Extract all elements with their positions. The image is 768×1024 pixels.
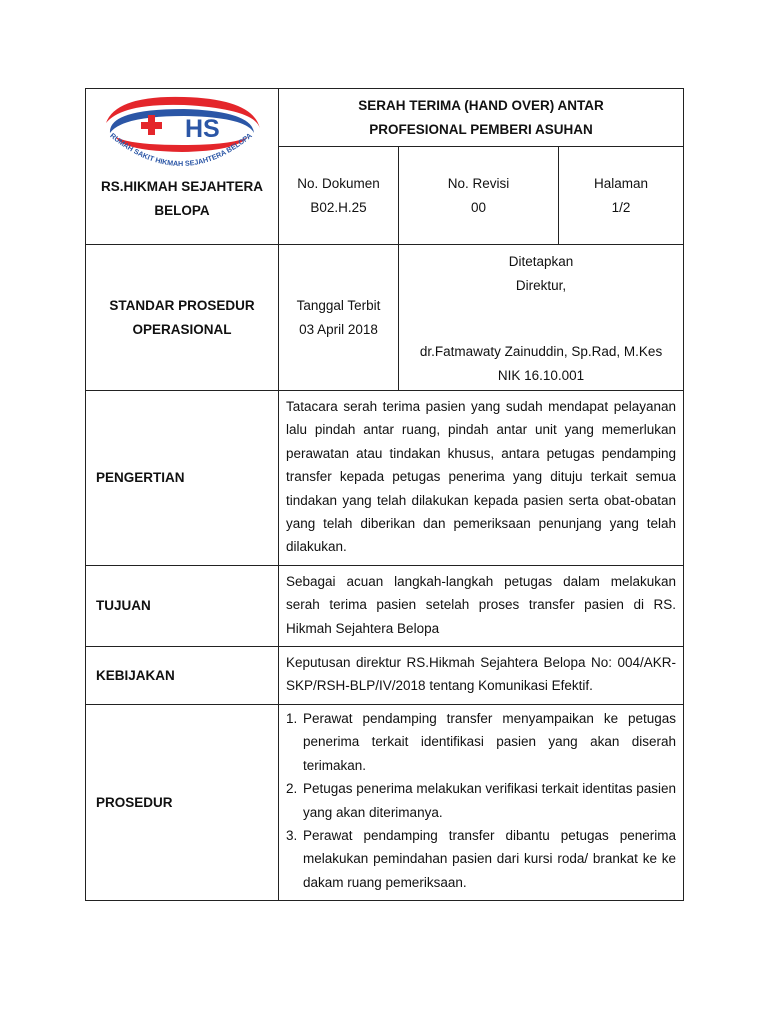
kebijakan-label: KEBIJAKAN: [86, 647, 279, 705]
kebijakan-text: Keputusan direktur RS.Hikmah Sejahtera Belopa No: 004/AKR-SKP/RSH-BLP/IV/2018 tentang Komunikasi Efektif.: [279, 647, 684, 705]
prosedur-label: PROSEDUR: [86, 704, 279, 900]
logo-arc-text: RUMAH SAKIT HIKMAH SEJAHTERA BELOPA: [108, 130, 254, 169]
prosedur-step-text: Perawat pendamping transfer menyampaikan ke petugas penerima terkait identifikasi pasien yang akan diserah terimakan.: [303, 710, 677, 773]
logo-mark: HS: [185, 115, 220, 143]
revision-cell: [399, 147, 559, 245]
issue-date-value: 03 April 2018: [299, 321, 378, 337]
page-label: Halaman: [594, 175, 649, 191]
revision-value: 00: [470, 199, 487, 215]
prosedur-step: [286, 707, 676, 777]
approval-cell: [399, 245, 684, 391]
pengertian-text: Tatacara serah terima pasien yang sudah mendapat pelayanan lalu pindah antar ruang, pindah antar unit yang memerlukan perawatan atau tindakan khusus, antara petugas pendamping transfer kepada petugas penerima yang dituju terkait semua tindakan yang telah dilakukan kepada pasien serta obat-obatan yang telah diberikan dan pemeriksaan penunjang yang telah dilakukan.: [279, 391, 684, 566]
approved-label: Ditetapkan: [508, 254, 574, 269]
pengertian-label: PENGERTIAN: [86, 391, 279, 566]
revision-label: No. Revisi: [447, 175, 510, 191]
approver-name: dr.Fatmawaty Zainuddin, Sp.Rad, M.Kes: [419, 344, 663, 359]
hs-logo-icon: [86, 89, 279, 173]
sop-document-table: [85, 88, 684, 901]
doc-number-label: No. Dokumen: [297, 175, 380, 191]
prosedur-step: [286, 824, 676, 894]
prosedur-step-number: 1.: [286, 710, 298, 726]
prosedur-step-text: Petugas penerima melakukan verifikasi terkait identitas pasien yang akan diterimanya.: [303, 781, 677, 820]
document-title-line2: PROFESIONAL PEMBERI ASUHAN: [369, 121, 593, 137]
sop-label-cell: [86, 245, 279, 391]
hospital-name-line1: RS.HIKMAH SEJAHTERA: [100, 179, 263, 194]
tujuan-label: TUJUAN: [86, 565, 279, 646]
prosedur-cell: [279, 704, 684, 900]
hospital-logo: [86, 89, 278, 173]
issue-date-label: Tanggal Terbit: [296, 297, 381, 313]
prosedur-step-number: 2.: [286, 781, 298, 797]
issue-date-cell: [279, 245, 399, 391]
document-title-cell: [279, 89, 684, 147]
page-value: 1/2: [611, 199, 631, 215]
approver-title: Direktur,: [515, 278, 567, 293]
page-cell: [559, 147, 684, 245]
prosedur-steps: [286, 707, 676, 894]
hospital-name-line2: BELOPA: [154, 203, 210, 218]
tujuan-text: Sebagai acuan langkah-langkah petugas dalam melakukan serah terima pasien setelah proses transfer pasien di RS. Hikmah Sejahtera Belopa: [279, 565, 684, 646]
sop-label-line1: STANDAR PROSEDUR: [109, 297, 255, 313]
prosedur-step-number: 3.: [286, 827, 298, 843]
prosedur-step: [286, 777, 676, 824]
approver-nik: NIK 16.10.001: [497, 368, 585, 383]
sop-label-line2: OPERASIONAL: [132, 321, 232, 337]
doc-number-value: B02.H.25: [310, 199, 367, 215]
doc-number-cell: [279, 147, 399, 245]
document-title-line1: SERAH TERIMA (HAND OVER) ANTAR: [358, 97, 604, 113]
prosedur-step-text: Perawat pendamping transfer dibantu petugas penerima melakukan pemindahan pasien dari kursi roda/ brankat ke ke dakam ruang pemeriksaan.: [303, 827, 677, 890]
hospital-header-cell: [86, 89, 279, 245]
signature-space: [399, 298, 683, 340]
